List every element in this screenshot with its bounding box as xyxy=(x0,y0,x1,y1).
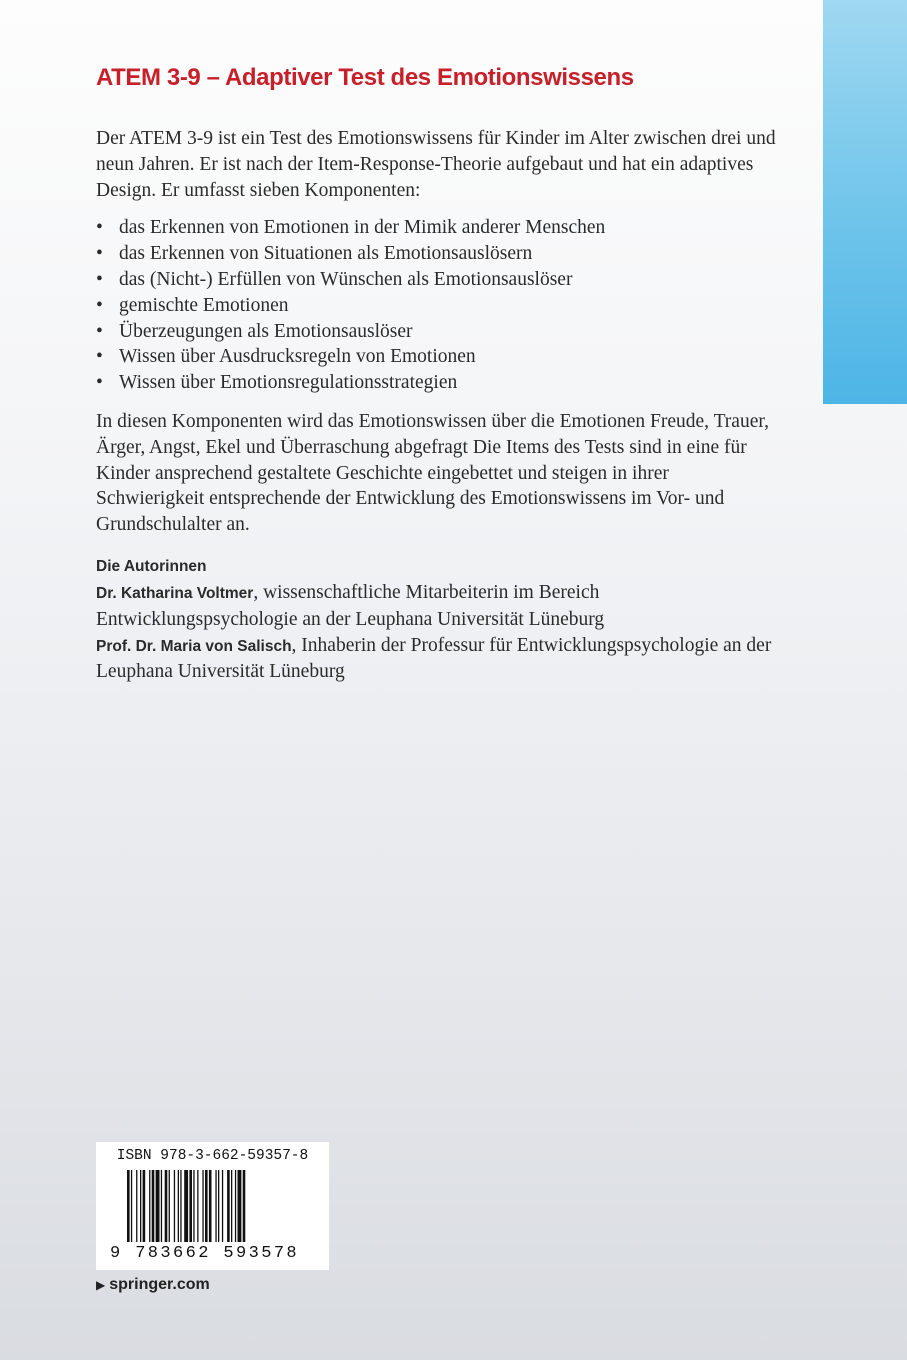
list-item: • Überzeugungen als Emotionsauslöser xyxy=(96,319,776,345)
isbn-label: ISBN 978-3-662-59357-8 xyxy=(116,1148,309,1164)
author-description: , Inhaberin der Professur für Entwicklungspsychologie an der Leuphana Universität Lüneburg xyxy=(96,634,772,683)
body-paragraph: In diesen Komponenten wird das Emotionswissen über die Emotionen Freude, Trauer, Ärger, Angst, Ekel und Überraschung abgefragt Die Items des Tests sind in eine für Kinder ansprechend gestaltete Geschichte eingebettet und steigen in ihrer Schwierigkeit entsprechende der Entwicklung des Emotionswissens im Vor- und Grundschulalter an. xyxy=(96,410,769,536)
barcode-icon xyxy=(127,1170,317,1254)
back-cover-text xyxy=(96,58,776,685)
author-entry xyxy=(96,633,776,686)
bullet-icon: • xyxy=(96,268,103,290)
list-item: • das Erkennen von Emotionen in der Mimik anderer Menschen xyxy=(96,215,776,241)
publisher-link[interactable] xyxy=(96,1276,210,1294)
component-list xyxy=(96,215,776,396)
list-item: • das (Nicht-) Erfüllen von Wünschen als Emotionsauslöser xyxy=(96,267,776,293)
publisher-url: springer.com xyxy=(109,1276,210,1293)
list-item: • das Erkennen von Situationen als Emotionsauslösern xyxy=(96,241,776,267)
list-item: • Wissen über Ausdrucksregeln von Emotionen xyxy=(96,344,776,370)
bullet-icon: • xyxy=(96,320,103,342)
bullet-icon: • xyxy=(96,294,103,316)
isbn-barcode xyxy=(96,1142,329,1270)
list-item: • Wissen über Emotionsregulationsstrategien xyxy=(96,370,776,396)
bullet-icon: • xyxy=(96,372,103,394)
arrow-right-icon: ▶ xyxy=(96,1278,106,1292)
author-description: , wissenschaftliche Mitarbeiterin im Bereich Entwicklungspsychologie an der Leuphana Universität Lüneburg xyxy=(96,581,605,630)
authors-heading: Die Autorinnen xyxy=(96,557,207,575)
accent-bar xyxy=(823,0,907,404)
bullet-icon: • xyxy=(96,217,103,239)
intro-paragraph: Der ATEM 3-9 ist ein Test des Emotionswissens für Kinder im Alter zwischen drei und neun Jahren. Er ist nach der Item-Response-Theorie aufgebaut und hat ein adaptives Design. Er umfasst sieben Komponenten: xyxy=(96,128,776,201)
author-name: Dr. Katharina Voltmer xyxy=(96,584,254,602)
barcode-digits: 9 783662 593578 xyxy=(110,1244,300,1263)
author-name: Prof. Dr. Maria von Salisch xyxy=(96,637,292,655)
bullet-icon: • xyxy=(96,243,103,265)
bullet-icon: • xyxy=(96,346,103,368)
list-item: • gemischte Emotionen xyxy=(96,293,776,319)
book-title: ATEM 3-9 – Adaptiver Test des Emotionswissens xyxy=(96,64,634,91)
author-entry xyxy=(96,580,776,633)
